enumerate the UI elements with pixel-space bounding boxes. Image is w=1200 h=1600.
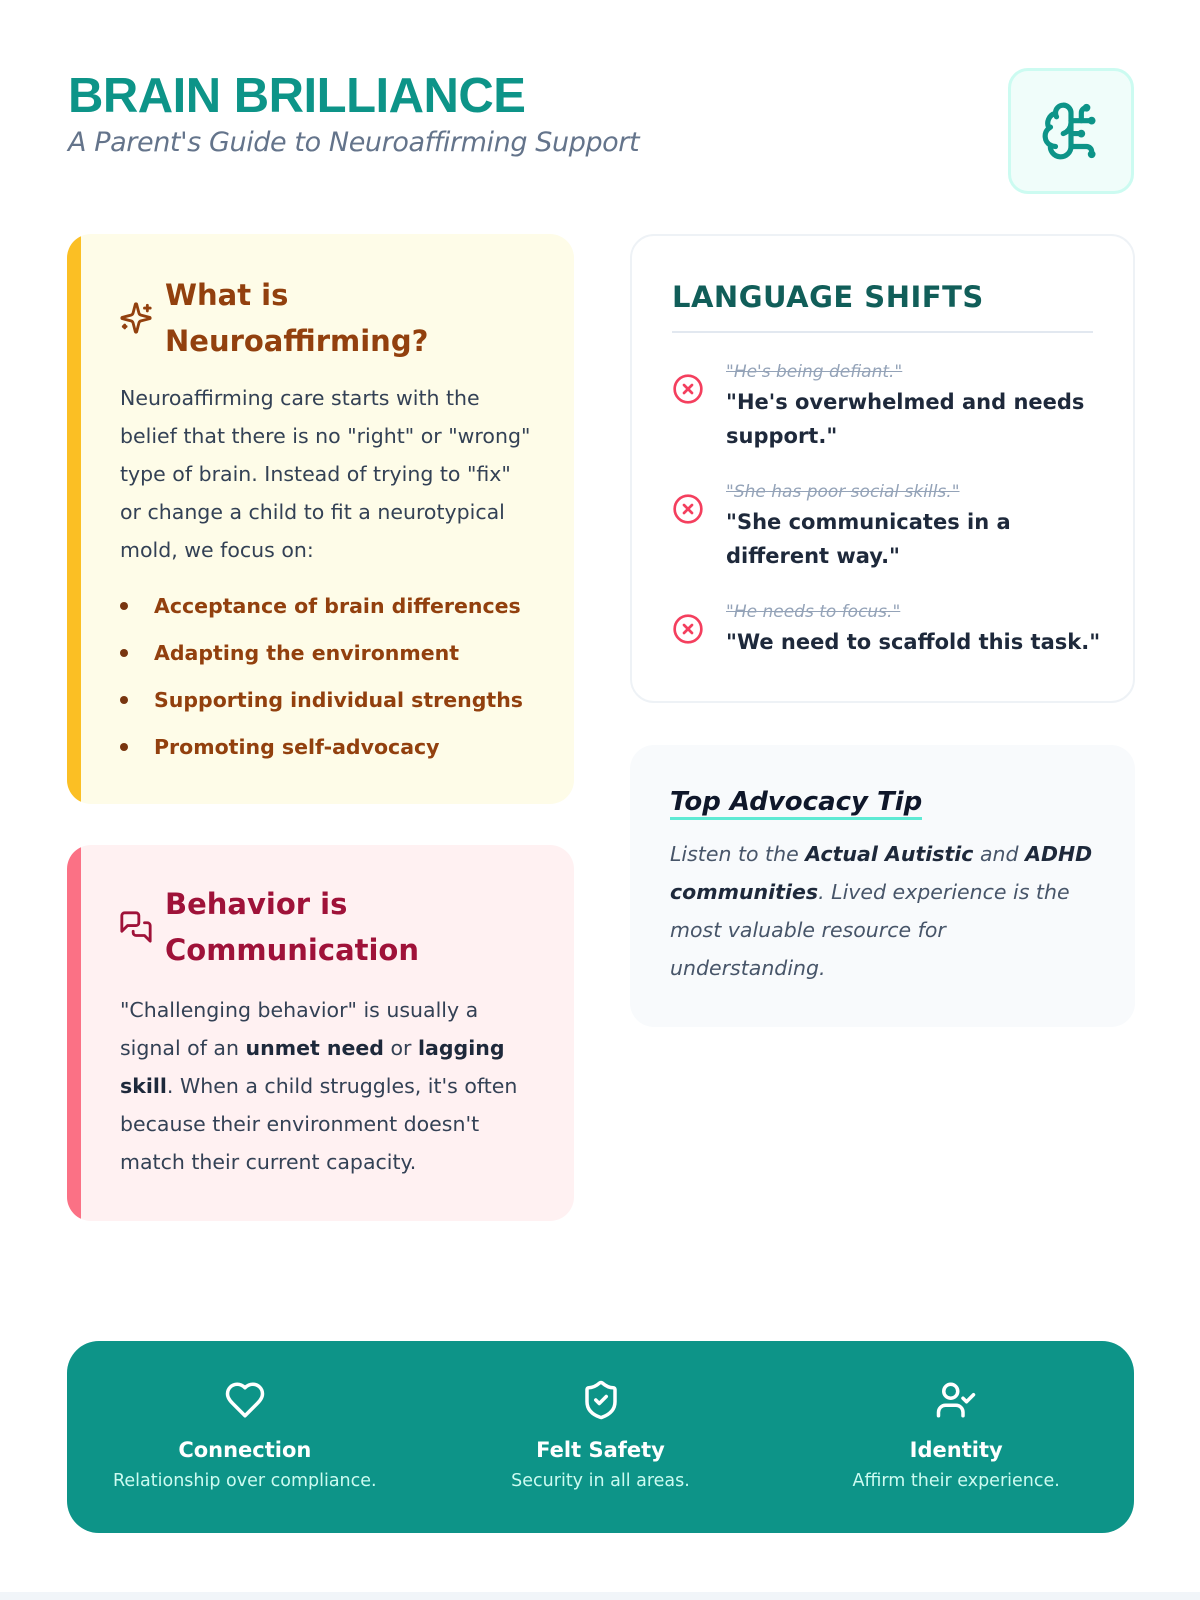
page-subtitle: A Parent's Guide to Neuroaffirming Support bbox=[68, 127, 640, 158]
tip-text-part: . Lived experience is the most valuable resource for understanding. bbox=[670, 880, 1070, 980]
list-item-text: Acceptance of brain differences bbox=[154, 593, 521, 618]
sparkles-icon bbox=[119, 301, 153, 335]
advocacy-tip-title: Top Advocacy Tip bbox=[670, 787, 922, 820]
language-shift-item bbox=[672, 361, 1103, 453]
tip-bold-adhd-communities: ADHD communities bbox=[670, 842, 1093, 904]
pillar-description: Security in all areas. bbox=[511, 1471, 690, 1491]
pillar-identity bbox=[778, 1341, 1134, 1533]
divider bbox=[672, 331, 1093, 333]
neuroaffirming-body: Neuroaffirming care starts with the belief that there is no "right" or "wrong" type of brain. Instead of trying to "fix" or change a child to fit a neurotypical mold, we focus on: bbox=[120, 386, 531, 562]
behavior-body-text: . When a child struggles, it's often because their environment doesn't match their current capacity. bbox=[120, 1074, 518, 1174]
list-item-text: Adapting the environment bbox=[154, 640, 460, 665]
tip-text-part: Listen to the bbox=[670, 842, 806, 866]
old-phrase: "She has poor social skills." bbox=[726, 482, 960, 502]
pillar-title: Identity bbox=[909, 1438, 1003, 1462]
language-shifts-card bbox=[630, 234, 1135, 703]
neuroaffirming-heading-line2: Neuroaffirming? bbox=[165, 324, 429, 358]
chat-bubbles-icon bbox=[119, 910, 153, 944]
pillars-bar bbox=[67, 1341, 1134, 1533]
behavior-bold-unmet-need: unmet need bbox=[245, 1036, 384, 1060]
behavior-bold-lagging-skill: lagging skill bbox=[120, 1036, 505, 1098]
user-check-icon bbox=[935, 1379, 977, 1421]
pillar-description: Relationship over compliance. bbox=[113, 1471, 377, 1491]
language-shifts-title: LANGUAGE SHIFTS bbox=[672, 280, 984, 314]
behavior-heading bbox=[119, 881, 419, 973]
bullet-dot bbox=[120, 743, 128, 751]
list-item-text: Promoting self-advocacy bbox=[154, 734, 440, 759]
brain-icon bbox=[1040, 100, 1102, 162]
page-title: BRAIN BRILLIANCE bbox=[68, 69, 526, 123]
pillar-title: Connection bbox=[178, 1438, 312, 1462]
bullet-dot bbox=[120, 602, 128, 610]
advocacy-tip-text bbox=[670, 835, 1095, 987]
neuroaffirming-heading bbox=[119, 272, 428, 364]
old-phrase: "He needs to focus." bbox=[726, 602, 901, 622]
behavior-body-text: or bbox=[383, 1036, 418, 1060]
neuroaffirming-card bbox=[67, 234, 574, 804]
pillar-description: Affirm their experience. bbox=[852, 1471, 1060, 1491]
new-phrase: "He's overwhelmed and needs support." bbox=[726, 390, 1085, 448]
behavior-card bbox=[67, 845, 574, 1221]
neuroaffirming-accent-bar bbox=[67, 234, 81, 804]
new-phrase: "We need to scaffold this task." bbox=[726, 630, 1101, 654]
language-shift-item bbox=[672, 601, 1103, 659]
behavior-heading-line2: Communication bbox=[165, 933, 420, 967]
tip-text-part: and bbox=[973, 842, 1026, 866]
shield-check-icon bbox=[580, 1379, 622, 1421]
new-phrase: "She communicates in a different way." bbox=[726, 510, 1011, 568]
list-item bbox=[120, 629, 523, 676]
list-item bbox=[120, 676, 523, 723]
x-circle-icon bbox=[672, 613, 704, 645]
page-bottom-strip bbox=[0, 1592, 1200, 1600]
bullet-dot bbox=[120, 696, 128, 704]
x-circle-icon bbox=[672, 493, 704, 525]
x-circle-icon bbox=[672, 373, 704, 405]
behavior-accent-bar bbox=[67, 845, 81, 1221]
behavior-body bbox=[120, 991, 534, 1181]
behavior-heading-line1: Behavior is bbox=[165, 887, 348, 921]
list-item bbox=[120, 582, 523, 629]
list-item-text: Supporting individual strengths bbox=[154, 687, 523, 712]
bullet-dot bbox=[120, 649, 128, 657]
neuroaffirming-heading-line1: What is bbox=[165, 278, 289, 312]
neuroaffirming-list bbox=[120, 582, 523, 770]
old-phrase: "He's being defiant." bbox=[726, 362, 903, 382]
heart-icon bbox=[224, 1379, 266, 1421]
brain-badge bbox=[1008, 68, 1134, 194]
pillar-title: Felt Safety bbox=[536, 1438, 665, 1462]
pillar-felt-safety bbox=[423, 1341, 779, 1533]
tip-bold-actual-autistic: Actual Autistic bbox=[805, 842, 974, 866]
pillar-connection bbox=[67, 1341, 423, 1533]
behavior-body-text: "Challenging behavior" is usually a signal of an bbox=[120, 998, 479, 1060]
language-shift-item bbox=[672, 481, 1103, 573]
list-item bbox=[120, 723, 523, 770]
advocacy-tip-card bbox=[630, 745, 1135, 1027]
